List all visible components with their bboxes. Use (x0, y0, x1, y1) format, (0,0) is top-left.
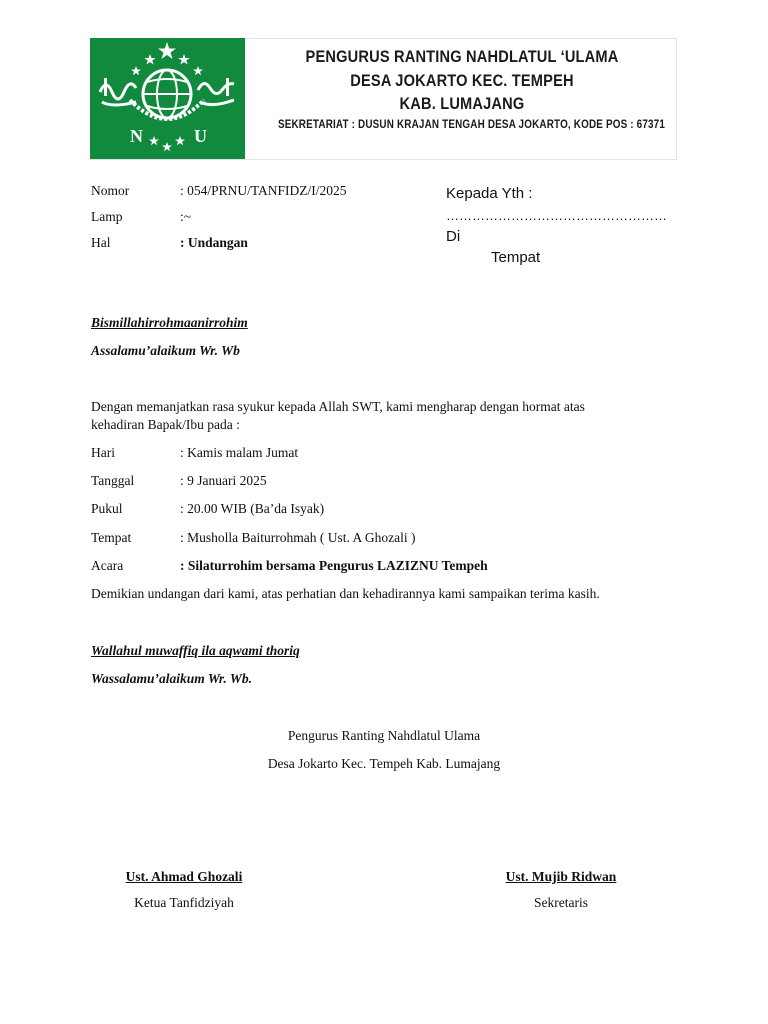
closing-paragraph: Demikian undangan dari kami, atas perhatian dan kehadirannya kami sampaikan terima kasih. (91, 586, 600, 601)
letterhead-regency: KAB. LUMAJANG (399, 94, 525, 113)
letterhead-org-name: PENGURUS RANTING NAHDLATUL ‘ULAMA (305, 47, 619, 66)
signatory-2-title: Sekretaris (534, 895, 588, 910)
lamp-label: Lamp (91, 209, 123, 224)
detail-tempat-value: : Musholla Baiturrohmah ( Ust. A Ghozali ) (180, 530, 416, 545)
recipient-place: Tempat (491, 249, 541, 266)
closing-salam: Wassalamu’alaikum Wr. Wb. (91, 671, 253, 686)
signatory-2-name: Ust. Mujib Ridwan (505, 869, 617, 884)
recipient-dotted-line: …………………………………………… (446, 208, 667, 223)
lamp-value: :~ (180, 209, 192, 224)
hal-value: : Undangan (180, 235, 248, 250)
nu-logo (90, 38, 245, 159)
detail-tempat-label: Tempat (91, 530, 132, 545)
intro-line-1: Dengan memanjatkan rasa syukur kepada Allah SWT, kami mengharap dengan hormat atas (91, 399, 585, 414)
signatory-1-title: Ketua Tanfidziyah (134, 895, 234, 910)
detail-tanggal-label: Tanggal (91, 473, 135, 488)
basmalah: Bismillahirrohmaanirrohim (91, 315, 248, 330)
logo-letter-u: U (194, 126, 207, 146)
detail-pukul-label: Pukul (91, 501, 123, 516)
nomor-value: : 054/PRNU/TANFIDZ/I/2025 (180, 183, 347, 198)
nu-logo-emblem-icon (90, 38, 245, 159)
intro-line-2: kehadiran Bapak/Ibu pada : (91, 417, 240, 432)
detail-acara-label: Acara (91, 558, 124, 573)
recipient-di: Di (446, 228, 461, 245)
detail-pukul-value: : 20.00 WIB (Ba’da Isyak) (180, 501, 325, 516)
org-line-1: Pengurus Ranting Nahdlatul Ulama (287, 728, 481, 743)
recipient-heading: Kepada Yth : (446, 185, 533, 202)
closing-prayer: Wallahul muwaffiq ila aqwami thoriq (91, 643, 300, 658)
signatory-1-name: Ust. Ahmad Ghozali (125, 869, 243, 884)
detail-hari-label: Hari (91, 445, 115, 460)
detail-acara-value: : Silaturrohim bersama Pengurus LAZIZNU Tempeh (180, 558, 488, 573)
logo-letter-n: N (130, 126, 143, 146)
opening-salam: Assalamu’alaikum Wr. Wb (91, 343, 240, 358)
letterhead-address: SEKRETARIAT : DUSUN KRAJAN TENGAH DESA JOKARTO, KODE POS : 67371 (277, 119, 666, 131)
hal-label: Hal (91, 235, 111, 250)
detail-tanggal-value: : 9 Januari 2025 (180, 473, 267, 488)
nomor-label: Nomor (91, 183, 130, 198)
org-line-2: Desa Jokarto Kec. Tempeh Kab. Lumajang (267, 756, 501, 771)
detail-hari-value: : Kamis malam Jumat (180, 445, 299, 460)
letterhead-village: DESA JOKARTO KEC. TEMPEH (350, 71, 574, 90)
